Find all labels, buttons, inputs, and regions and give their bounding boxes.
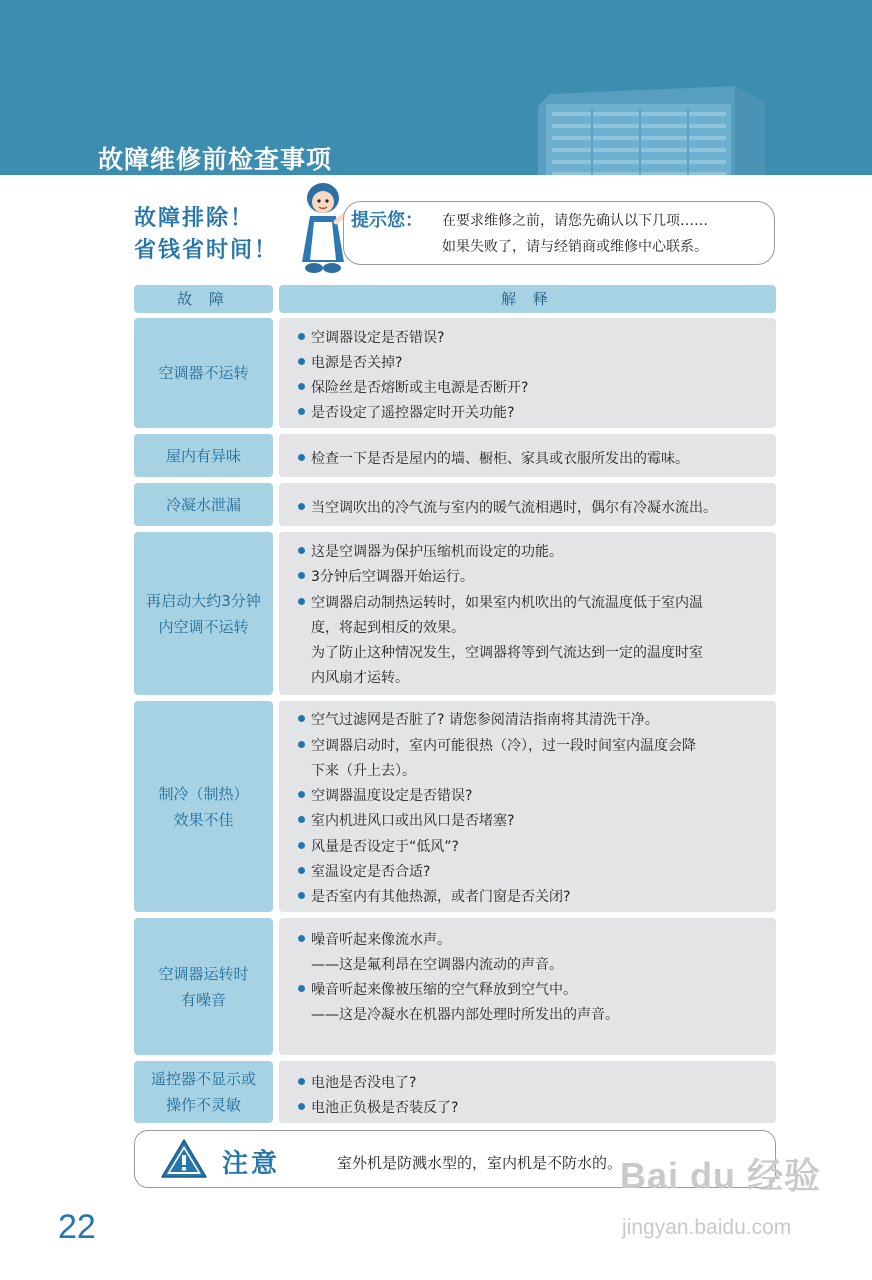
- explanation-line: 是否室内有其他热源，或者门窗是否关闭?: [311, 889, 571, 905]
- hint-line-1: 在要求维修之前，请您先确认以下几项……: [442, 213, 708, 229]
- explanation-line: 空调器启动制热运转时，如果室内机吹出的气流温度低于室内温: [311, 595, 703, 611]
- explanation-line: 空调器设定是否错误?: [311, 330, 445, 346]
- watermark-url: jingyan.baidu.com: [622, 1216, 792, 1239]
- bullet-icon: [298, 1103, 305, 1110]
- explanation-line: 电池正负极是否装反了?: [311, 1100, 459, 1116]
- fault-label: 再启动大约3分钟 内空调不运转: [134, 532, 273, 695]
- explanation-line: 电池是否没电了?: [311, 1075, 417, 1091]
- explanation-line: 噪音听起来像被压缩的空气释放到空气中。: [311, 982, 577, 998]
- column-header-explanation: 解 释: [279, 285, 776, 313]
- explanation-line: 噪音听起来像流水声。: [311, 932, 451, 948]
- explanation-line: 检查一下是否是屋内的墙、橱柜、家具或衣服所发出的霉味。: [311, 451, 689, 467]
- bullet-icon: [298, 358, 305, 365]
- bullet-icon: [298, 892, 305, 899]
- watermark-logo: Bai du 经验: [620, 1155, 822, 1196]
- bullet-icon: [298, 454, 305, 461]
- fault-label: 遥控器不显示或 操作不灵敏: [134, 1061, 273, 1123]
- explanation-line: 度，将起到相反的效果。: [311, 620, 465, 636]
- fault-label: 空调器不运转: [134, 318, 273, 428]
- bullet-icon: [298, 791, 305, 798]
- hint-headline-line1: 故障排除！: [134, 206, 255, 231]
- explanation-line: 空气过滤网是否脏了? 请您参阅清洁指南将其清洗干净。: [311, 712, 659, 728]
- fault-label: 空调器运转时 有噪音: [134, 918, 273, 1055]
- explanation-line: 保险丝是否熔断或主电源是否断开?: [311, 380, 529, 396]
- explanation-line: 电源是否关掉?: [311, 355, 403, 371]
- bullet-icon: [298, 985, 305, 992]
- explanation-line: ——这是冷凝水在机器内部处理时所发出的声音。: [311, 1007, 619, 1023]
- explanation-line: 这是空调器为保护压缩机而设定的功能。: [311, 544, 563, 560]
- explanation-line: 空调器启动时，室内可能很热（冷），过一段时间室内温度会降: [311, 738, 696, 754]
- explanation-line: 内风扇才运转。: [311, 670, 409, 686]
- bullet-icon: [298, 867, 305, 874]
- bullet-icon: [298, 383, 305, 390]
- explanation-line: 是否设定了遥控器定时开关功能?: [311, 405, 515, 421]
- hint-label: 提示您：: [351, 210, 423, 231]
- bullet-icon: [298, 842, 305, 849]
- notice-text: 室外机是防溅水型的，室内机是不防水的。: [337, 1154, 623, 1172]
- column-header-fault: 故 障: [134, 285, 273, 313]
- bullet-icon: [298, 408, 305, 415]
- bullet-icon: [298, 816, 305, 823]
- hint-headline: [134, 203, 278, 267]
- page-title: 故障维修前检查事项: [98, 145, 333, 174]
- explanation-line: 风量是否设定于“低风”?: [311, 839, 459, 855]
- explanation-line: 下来（升上去）。: [311, 763, 416, 779]
- explanation-line: 3分钟后空调器开始运行。: [311, 569, 474, 585]
- bullet-icon: [298, 333, 305, 340]
- warning-icon: [160, 1137, 208, 1179]
- explanation-line: 室内机进风口或出风口是否堵塞?: [311, 813, 515, 829]
- bullet-icon: [298, 572, 305, 579]
- bullet-icon: [298, 715, 305, 722]
- bullet-icon: [298, 503, 305, 510]
- explanation-line: 当空调吹出的冷气流与室内的暖气流相遇时，偶尔有冷凝水流出。: [311, 500, 717, 516]
- bullet-icon: [298, 598, 305, 605]
- fault-label: 冷凝水泄漏: [134, 483, 273, 526]
- hint-headline-line2: 省钱省时间！: [134, 238, 279, 263]
- explanation-line: ——这是氟利昂在空调器内流动的声音。: [311, 957, 563, 973]
- bullet-icon: [298, 547, 305, 554]
- bullet-icon: [298, 935, 305, 942]
- explanation-line: 空调器温度设定是否错误?: [311, 788, 473, 804]
- explanation-line: 室温设定是否合适?: [311, 864, 431, 880]
- notice-label: 注意: [222, 1149, 281, 1179]
- bullet-icon: [298, 1078, 305, 1085]
- explanation-line: 为了防止这种情况发生，空调器将等到气流达到一定的温度时室: [311, 645, 703, 661]
- fault-label: 屋内有异味: [134, 434, 273, 477]
- page-number: 22: [58, 1208, 96, 1246]
- fault-label: 制冷（制热） 效果不佳: [134, 701, 273, 912]
- hint-line-2: 如果失败了，请与经销商或维修中心联系。: [442, 239, 708, 255]
- header-banner: [0, 0, 872, 175]
- bullet-icon: [298, 741, 305, 748]
- air-conditioner-illustration: [530, 72, 795, 175]
